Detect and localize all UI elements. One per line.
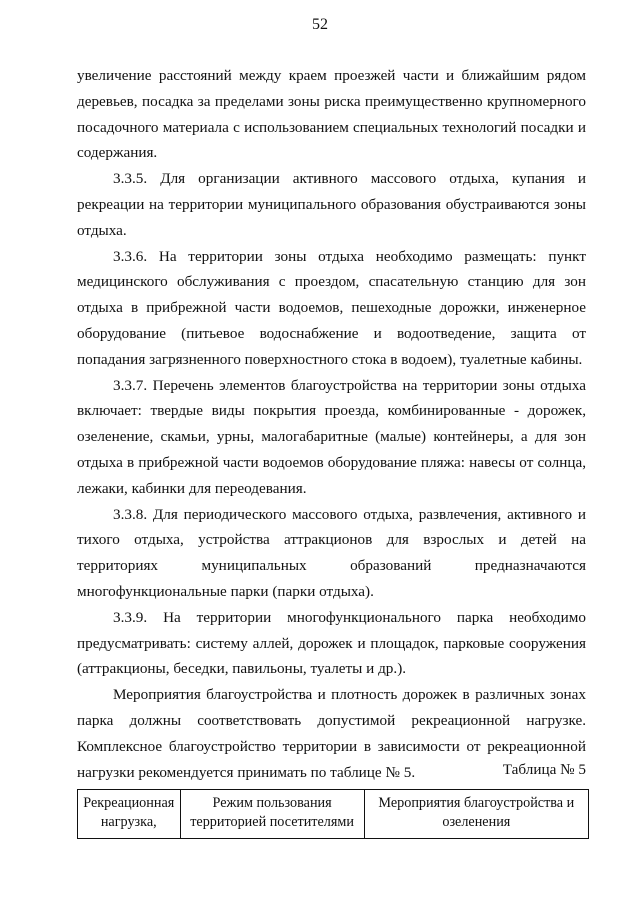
paragraph-3-3-7: 3.3.7. Перечень элементов благоустройства на территории зоны отдыха включает: твердые виды покрытия проезда, комбинированные - дорожек, озеленение, скамьи, урны, малогабаритные (малые) контейнеры, а для зон отдыха в прибрежной части водоемов оборудование пляжа: навесы от солнца, лежаки, кабинки для переодевания. — [77, 376, 586, 497]
page-number: 52 — [312, 16, 328, 33]
table-header-row — [78, 790, 589, 839]
paragraph-3-3-6: 3.3.6. На территории зоны отдыха необходимо размещать: пункт медицинского обслуживания с проездом, спасательную станцию для зон отдыха в прибрежной части водоемов, пешеходные дорожки, инженерное оборудование (питьевое водоснабжение и водоотведение, защита от попадания загрязненного поверхностного стока в водоем), туалетные кабины. — [77, 247, 586, 368]
table-5 — [77, 789, 589, 839]
paragraph-3-3-5: 3.3.5. Для организации активного массового отдыха, купания и рекреации на территории муниципального образования обустраиваются зоны отдыха. — [77, 170, 586, 239]
paragraph-continuation: увеличение расстояний между краем проезжей части и ближайшим рядом деревьев, посадка за пределами зоны риска преимущественно крупномерного посадочного материала с использованием специальных технологий посадки и содержания. — [77, 67, 586, 162]
body-text — [77, 63, 586, 785]
paragraph-3-3-8: 3.3.8. Для периодического массового отдыха, развлечения, активного и тихого отдыха, устройства аттракционов для взрослых и детей на территориях муниципальных образований предназначаются многофункциональные парки (парки отдыха). — [77, 505, 586, 600]
table-caption: Таблица № 5 — [502, 761, 586, 778]
table-header-recreation-load: Рекреационная нагрузка, — [78, 790, 181, 839]
table-header-landscaping-measures: Мероприятия благоустройства и озеленения — [364, 790, 588, 839]
paragraph-3-3-9: 3.3.9. На территории многофункционального парка необходимо предусматривать: систему аллей, дорожек и площадок, парковые сооружения (аттракционы, беседки, павильоны, туалеты и др.). — [77, 608, 586, 678]
table-header-usage-mode: Режим пользования территорией посетителями — [180, 790, 364, 839]
paragraph-recreation-load: Мероприятия благоустройства и плотность дорожек в различных зонах парка должны соответствовать допустимой рекреационной нагрузке. Комплексное благоустройство территории в зависимости от рекреационной нагрузки рекомендуется принимать по таблице № 5. — [77, 686, 586, 781]
